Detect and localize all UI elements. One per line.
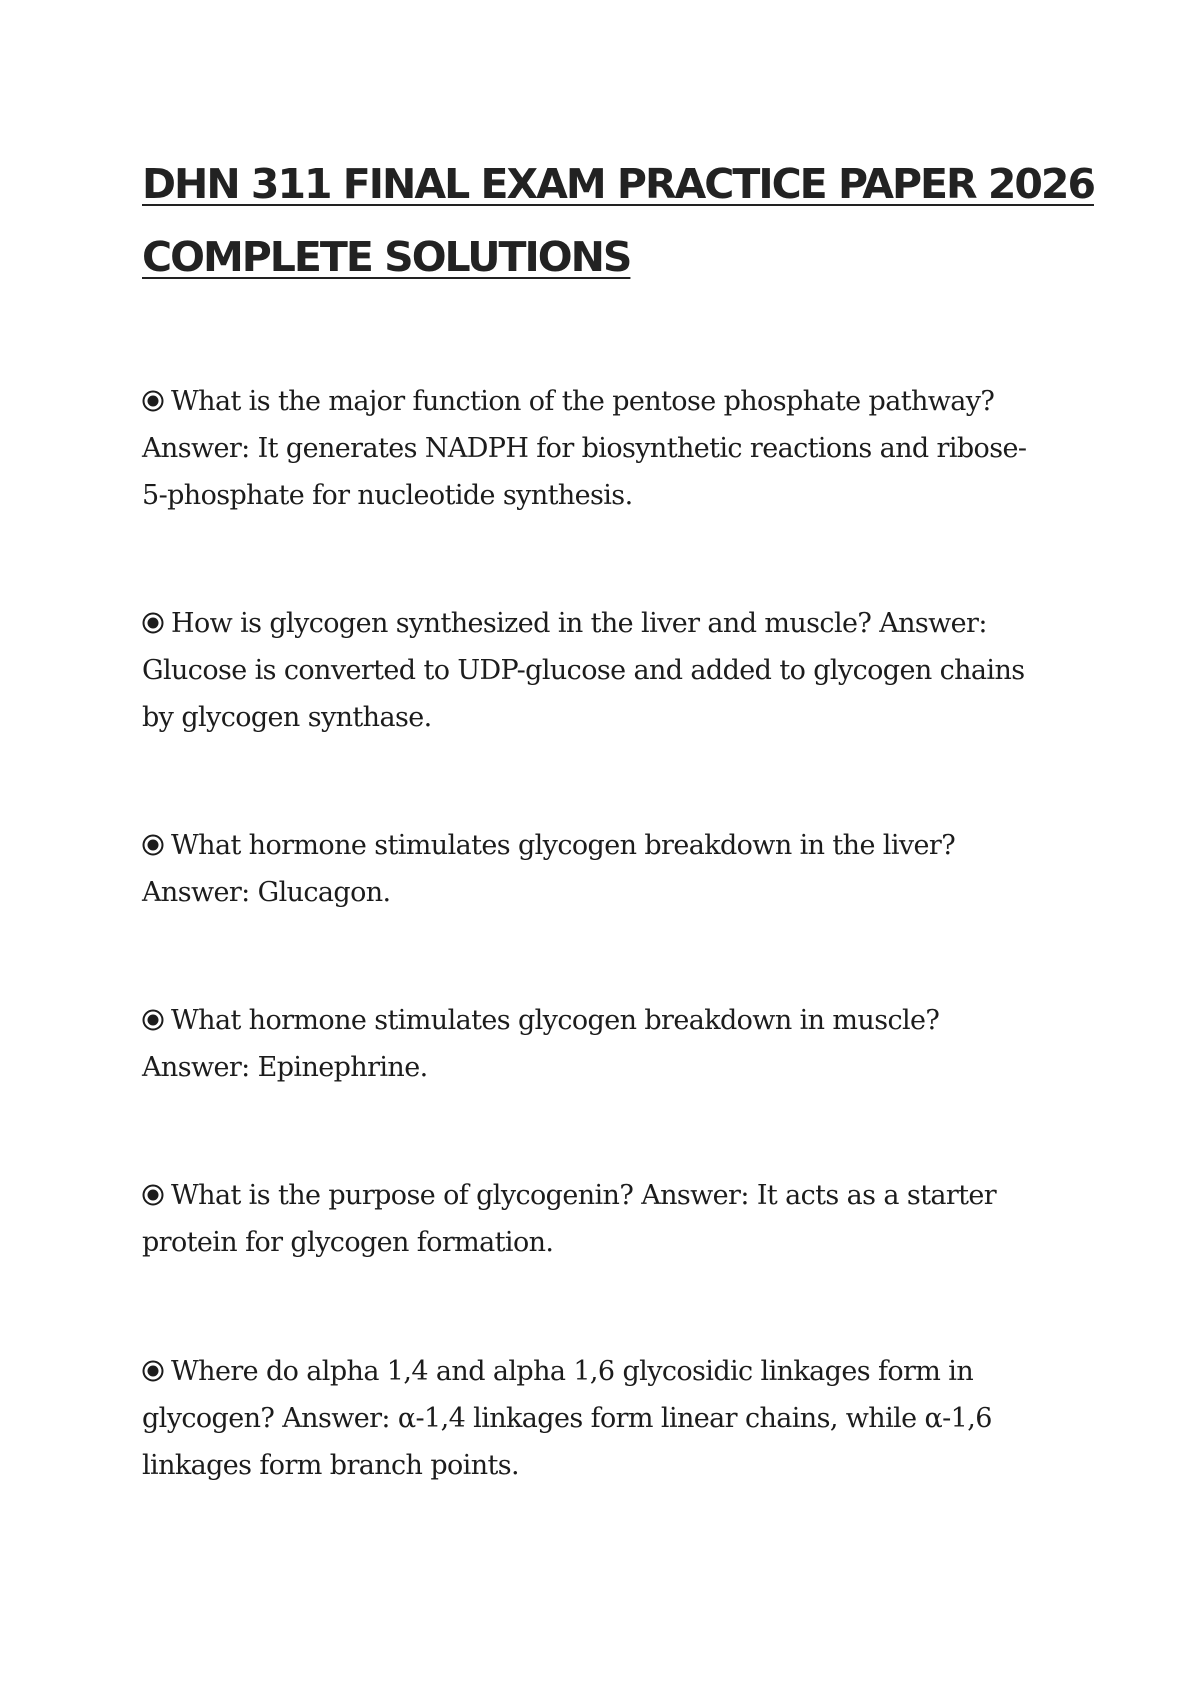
text-line: by glycogen synthase. <box>142 702 432 733</box>
question-text: What hormone stimulates glycogen breakdown in the liver? <box>171 830 956 861</box>
text-line: Answer: Epinephrine. <box>142 1052 428 1083</box>
text-line <box>142 600 1042 647</box>
question-text: What is the major function of the pentose phosphate pathway? <box>171 386 995 417</box>
text-line <box>142 1172 1042 1219</box>
text-line: Glucose is converted to UDP-glucose and added to glycogen chains <box>142 655 1025 686</box>
text-line: glycogen? Answer: α-1,4 linkages form linear chains, while α-1,6 <box>142 1403 992 1434</box>
question-item <box>142 822 1042 916</box>
question-item <box>142 997 1042 1091</box>
radio-bullet-icon <box>142 612 164 634</box>
radio-bullet-icon <box>142 390 164 412</box>
text-line <box>142 822 1042 869</box>
title-text: COMPLETE SOLUTIONS <box>142 233 631 281</box>
document-title <box>142 148 1094 294</box>
title-line <box>142 221 1042 294</box>
text-line: linkages form branch points. <box>142 1450 519 1481</box>
question-text: What hormone stimulates glycogen breakdown in muscle? <box>171 1005 940 1036</box>
title-line <box>142 148 1094 221</box>
radio-bullet-icon <box>142 1360 164 1382</box>
title-text: DHN 311 FINAL EXAM PRACTICE PAPER 2026 <box>142 160 1094 208</box>
text-line <box>142 1348 1042 1395</box>
text-line: protein for glycogen formation. <box>142 1227 554 1258</box>
radio-bullet-icon <box>142 1009 164 1031</box>
question-item <box>142 378 1042 519</box>
question-text: What is the purpose of glycogenin? Answer: It acts as a starter <box>171 1180 997 1211</box>
question-item <box>142 600 1042 741</box>
text-line <box>142 378 1042 425</box>
radio-bullet-icon <box>142 1184 164 1206</box>
text-line: Answer: Glucagon. <box>142 877 391 908</box>
question-item <box>142 1172 1042 1266</box>
question-text: How is glycogen synthesized in the liver and muscle? Answer: <box>171 608 987 639</box>
question-text: Where do alpha 1,4 and alpha 1,6 glycosidic linkages form in <box>171 1356 974 1387</box>
radio-bullet-icon <box>142 834 164 856</box>
text-line: Answer: It generates NADPH for biosynthetic reactions and ribose- <box>142 433 1027 464</box>
text-line <box>142 997 1042 1044</box>
text-line: 5-phosphate for nucleotide synthesis. <box>142 480 633 511</box>
question-item <box>142 1348 1042 1489</box>
